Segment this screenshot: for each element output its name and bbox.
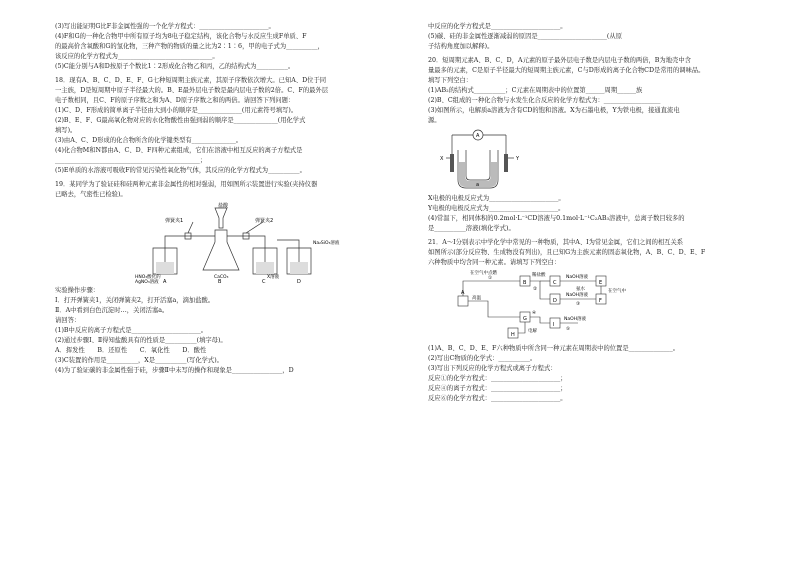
text-line: 反应④的离子方程式：______________________；	[428, 385, 567, 392]
label-in-air: 在空气中	[608, 289, 626, 294]
letter-a: A	[163, 279, 167, 284]
label-step-3: ③	[576, 302, 581, 307]
letter-b: B	[218, 279, 222, 284]
box-e-label: E	[599, 280, 603, 286]
text-line: 反应⑥的化学方程式：______________________。	[428, 395, 567, 402]
text-line: 请回答：	[55, 317, 81, 324]
text-line: (3)写出下列反应的化学方程式或离子方程式：	[428, 365, 557, 372]
text-line: (4)为了验证碳的非金属性强于硅，步骤Ⅱ中未写的操作和现象是________________，D	[55, 367, 294, 374]
label-naoh-2: NaOH溶液	[566, 293, 589, 298]
text-line: (1)B中反应的离子方程式是______________________。	[55, 327, 208, 334]
text-line: (1)A、B、C、D、E、F六种物质中所含同一种元素在周期表中的位置是______________。	[428, 345, 680, 352]
label-ammonia: 氨水	[576, 287, 585, 292]
text-line: (3)C装置的作用是__________，X是__________(写化学式)。	[55, 357, 223, 364]
text-line: (3)由A、C、D形成的化合物所含的化学键类型有______________。	[55, 137, 243, 144]
label-agno3: AgNO₃溶液	[135, 280, 159, 284]
box-c-label: C	[553, 280, 557, 286]
text-line: (2)B、C组成的一种化合物与水发生化合反应的化学方程式为：__________________	[428, 97, 661, 104]
text-line: (5)碳、硅的非金属性逐渐减弱的原因是______________________(从原	[428, 33, 622, 40]
text-line: 18．现有A、B、C、D、E、F、G七种短周期主族元素，其原子序数依次增大。已知A、D位于同	[55, 77, 327, 84]
apparatus-figure	[55, 202, 393, 284]
box-g-label: G	[523, 316, 527, 322]
box-i-label: I	[553, 322, 555, 328]
text-line: (2)通过步骤Ⅰ、Ⅱ得知盐酸具有的性质是__________(填字母)。	[55, 337, 227, 344]
right-column	[428, 22, 766, 404]
text-line: (1)C、D、F形成的简单离子半径由大到小的顺序是______________(用元素符号填写)。	[55, 107, 298, 114]
apparatus-diagram	[55, 202, 393, 284]
letter-d: D	[297, 279, 301, 284]
label-high-temp: 高温	[472, 296, 481, 301]
label-hno3: HNO₃酸化的	[135, 275, 161, 280]
text-line: Y电极的电极反应式为______________________。	[428, 205, 565, 212]
text-line: (2)写出C物质的化学式：__________。	[428, 355, 537, 362]
label-naoh-1: NaOH溶液	[566, 275, 589, 280]
text-line: (3)如图所示，电解质a溶液为含有CD的饱和溶液。X为石墨电极，Y为铁电极，接通直流电	[428, 107, 680, 114]
left-column	[55, 22, 393, 376]
label-dilute-hcl: 稀盐酸	[532, 273, 546, 278]
text-line: 反应①的化学方程式：______________________；	[428, 375, 567, 382]
text-line: 是__________溶液(填化学式)。	[428, 225, 515, 232]
text-line: (4)F和G的一种化合物甲中所有原子均为8电子稳定结构，该化合物与水反应生成F单质、F	[55, 33, 307, 40]
text-line: 填写下列空白：	[428, 77, 473, 84]
q17-tail	[55, 22, 393, 72]
text-line: 该反应的化学方程式为______________________________。	[55, 53, 219, 60]
label-electrode-y: Y	[516, 156, 520, 162]
label-ammeter: A	[476, 133, 480, 139]
question-20	[428, 56, 766, 234]
question-21	[428, 238, 766, 404]
label-hcl: 盐酸	[218, 203, 229, 209]
label-step-2: ②	[533, 287, 538, 292]
label-solution-a: a	[476, 182, 480, 188]
box-h-label: H	[511, 332, 515, 338]
text-line: 实验操作步骤：	[55, 287, 100, 294]
letter-c: C	[262, 279, 266, 284]
label-step-1: ①	[488, 276, 493, 281]
label-step-5: ⑤	[566, 327, 571, 332]
text-line: (1)AB₂的结构式__________；C元素在周期表中的位置第______周期______族	[428, 87, 643, 94]
label-x-solution: X溶液	[267, 275, 280, 280]
box-a	[458, 296, 468, 306]
box-f-label: F	[599, 298, 602, 304]
text-line: 20．短周期元素A、B、C、D，A元素的原子最外层电子数是内层电子数的两倍，B为地壳中含	[428, 57, 691, 64]
label-air-burn: 在空气中点燃	[470, 271, 497, 276]
label-caco3: CaCO₃	[214, 275, 229, 280]
box-i	[550, 318, 560, 328]
label-electrode-x: X	[440, 156, 444, 162]
text-line: 中反应的化学方程式是______________________。	[428, 23, 567, 30]
label-na2sio3: Na₂SiO₃溶液	[313, 241, 340, 246]
text-line: A．挥发性 B．还原性 C．氧化性 D．酸性	[55, 347, 207, 354]
text-line: 源。	[428, 117, 441, 124]
text-line: Ⅰ．打开弹簧夹1，关闭弹簧夹2，打开活塞a，滴加盐酸。	[55, 297, 215, 304]
text-line: 子结构角度加以解释)。	[428, 43, 494, 50]
text-line: ______________________________________________；	[55, 157, 207, 164]
text-line: Ⅱ．A中看到白色沉淀时…，关闭活塞a。	[55, 307, 169, 314]
text-line: 一主族，D是短周期中原子半径最大的。B、E最外层电子数是最内层电子数的2倍。C、F的最外层	[55, 87, 329, 94]
text-line: (4)化合物M和N都由A、C、D、F四种元素组成，它们在溶液中相互反应的离子方程式是	[55, 147, 303, 154]
box-a-label: A	[461, 290, 465, 296]
label-naoh-3: NaOH溶液	[564, 317, 587, 322]
text-line: 填写)。	[55, 127, 77, 134]
text-line: (5)C能分别与A和D按原子个数比1∶2形成化合物乙和丙，乙的结构式为__________。	[55, 63, 295, 70]
box-b-label: B	[523, 280, 527, 286]
text-line: 如图所示(部分反应物、生成物没有列出)，且已知G为主族元素的固态氧化物，A、B、C、D、E、F	[428, 249, 706, 256]
electrolysis-figure	[428, 128, 766, 192]
text-line: 电子数相同，且C、F的原子序数之和为A、D原子序数之和的两倍。请回答下列问题：	[55, 97, 295, 104]
q19-tail	[428, 22, 766, 52]
text-line: (4)常温下，相同体积的0.2mol·L⁻¹CD溶液与0.1mol·L⁻¹C₂AB₃溶液中，总离子数目较多的	[428, 215, 685, 222]
text-line: (3)写出能证明G比F非金属性强的一个化学方程式：______________________。	[55, 23, 275, 30]
text-line: 21．A～I分别表示中学化学中常见的一种物质，其中A、I为常见金属，它们之间的相互关系	[428, 239, 684, 246]
text-line: (5)E单质的水溶液可吸收F的常见污染性氧化物气体，其反应的化学方程式为__________。	[55, 167, 306, 174]
text-line: 19．某同学为了验证硅和硅两种元素非金属性的相对强弱，用如图所示装置进行实验(夹持仪器	[55, 181, 318, 188]
label-step-4: ④	[532, 311, 537, 316]
label-clip-1: 弹簧夹1	[165, 218, 184, 224]
text-line: X电极的电极反应式为______________________。	[428, 195, 565, 202]
text-line: 六种物质中均含同一种元素。请填写下列空白：	[428, 259, 561, 266]
label-electrolysis: 电解	[528, 329, 537, 334]
reaction-flow-diagram	[428, 270, 766, 342]
electrolysis-diagram	[428, 128, 766, 192]
text-line: (2)B、E、F、G最高氧化物对应的水化物酸性由强到弱的顺序是______________(用化学式	[55, 117, 306, 124]
question-19	[55, 180, 393, 376]
label-clip-2: 弹簧夹2	[255, 218, 274, 224]
reaction-flow-figure	[428, 270, 766, 342]
text-line: 的最高价含氧酸和G的氢化物，三种产物的物质的量之比为2∶1∶6，甲的电子式为__________，	[55, 43, 324, 50]
text-line: 量最多的元素，C是原子半径最大的短周期主族元素，C与D形成的离子化合物CD是常用的调味品。	[428, 67, 705, 74]
text-line: 已略去，气密性已检验)。	[55, 191, 127, 198]
box-d-label: D	[553, 298, 557, 304]
question-18	[55, 76, 393, 176]
